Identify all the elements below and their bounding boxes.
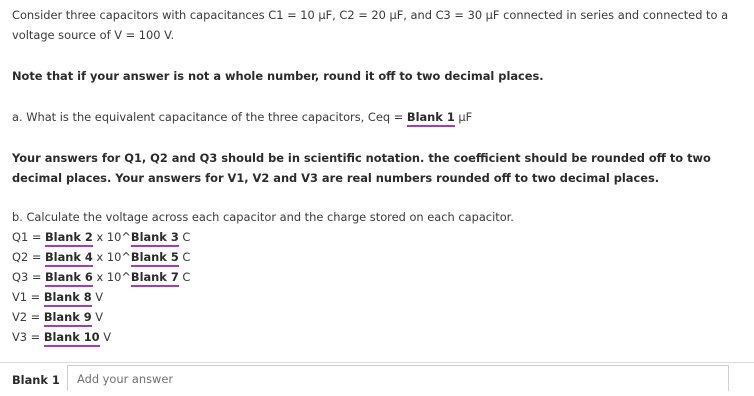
blank-6-marker[interactable]: Blank 6 <box>45 270 93 287</box>
q3-unit: C <box>178 270 191 284</box>
v3-prefix: V3 = <box>12 330 44 344</box>
q2-times-ten: x 10^ <box>92 250 131 264</box>
q2-line <box>12 250 190 264</box>
sci-note-line-2: decimal places. Your answers for V1, V2 and V3 are real numbers rounded off to two decimal places. <box>12 171 660 185</box>
sci-note-line-1: Your answers for Q1, Q2 and Q3 should be in scientific notation. the coefficient should be rounded off to two <box>12 151 711 165</box>
v2-line <box>12 310 103 324</box>
v1-prefix: V1 = <box>12 290 44 304</box>
blank-2-marker[interactable]: Blank 2 <box>45 230 93 247</box>
v3-line <box>12 330 111 344</box>
intro-line-1: Consider three capacitors with capacitances C1 = 10 µF, C2 = 20 µF, and C3 = 30 µF connected in series and connected to a <box>12 8 729 22</box>
blank-1-marker[interactable]: Blank 1 <box>407 110 455 127</box>
rounding-note: Note that if your answer is not a whole number, round it off to two decimal places. <box>12 69 544 83</box>
q3-line <box>12 270 190 284</box>
blank-10-marker[interactable]: Blank 10 <box>44 330 100 347</box>
q2-prefix: Q2 = <box>12 250 45 264</box>
v1-line <box>12 290 103 304</box>
blank-3-marker[interactable]: Blank 3 <box>131 230 179 247</box>
part-a-prefix: a. What is the equivalent capacitance of the three capacitors, Ceq = <box>12 110 407 124</box>
answer-input[interactable] <box>67 365 729 391</box>
blank-4-marker[interactable]: Blank 4 <box>45 250 93 267</box>
blank-9-marker[interactable]: Blank 9 <box>44 310 92 327</box>
part-a-unit: µF <box>454 110 473 124</box>
v2-unit: V <box>91 310 104 324</box>
intro-line-2: voltage source of V = 100 V. <box>12 28 175 42</box>
q2-unit: C <box>178 250 191 264</box>
q1-times-ten: x 10^ <box>92 230 131 244</box>
v3-unit: V <box>99 330 112 344</box>
blank-8-marker[interactable]: Blank 8 <box>44 290 92 307</box>
q1-prefix: Q1 = <box>12 230 45 244</box>
part-b-intro: b. Calculate the voltage across each capacitor and the charge stored on each capacitor. <box>12 210 514 224</box>
q3-prefix: Q3 = <box>12 270 45 284</box>
answer-label: Blank 1 <box>12 373 60 387</box>
v2-prefix: V2 = <box>12 310 44 324</box>
part-a-line <box>12 110 472 124</box>
v1-unit: V <box>91 290 104 304</box>
blank-5-marker[interactable]: Blank 5 <box>131 250 179 267</box>
q3-times-ten: x 10^ <box>92 270 131 284</box>
q1-line <box>12 230 190 244</box>
answer-row <box>0 362 754 396</box>
blank-7-marker[interactable]: Blank 7 <box>131 270 179 287</box>
q1-unit: C <box>178 230 191 244</box>
